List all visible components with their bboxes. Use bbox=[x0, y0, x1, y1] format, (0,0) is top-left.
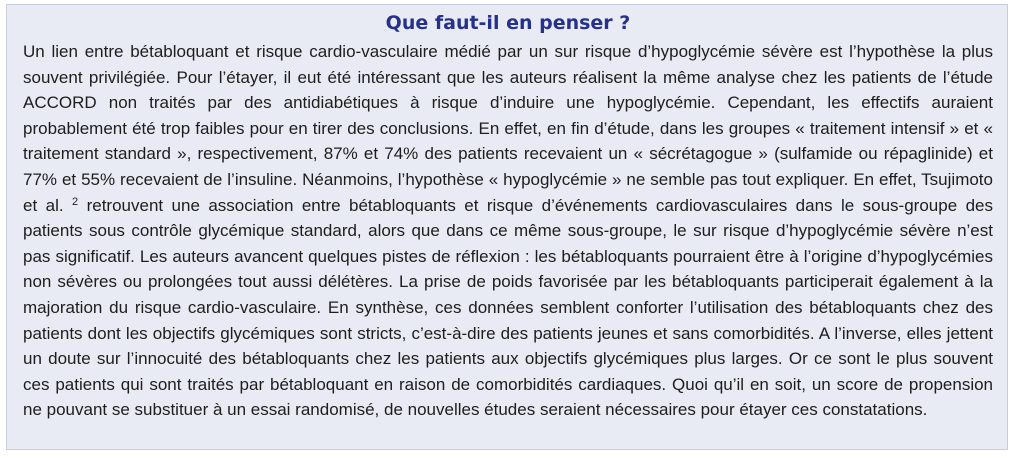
paragraph-text-part-1: Un lien entre bétabloquant et risque cardio-vasculaire médié par un sur risque d’hypoglycémie sévère est l’hypothèse la plus souvent privilégiée. Pour l’étayer, il eut été intéressant que les auteurs réalisent la même analyse chez les patients de l’étude ACCORD non traités par des antidiabétiques à risque d’induire une hypoglycémie. Cependant, les effectifs auraient probablement été trop faibles pour en tirer des conclusions. En effet, en fin d’étude, dans les groupes « traitement intensif » et « traitement standard », respectivement, 87% et 74% des patients recevaient un « sécrétagogue » (sulfamide ou répaglinide) et 77% et 55% recevaient de l’insuline. Néanmoins, l’hypothèse « hypoglycémie » ne semble pas tout expliquer. En effet, Tsujimoto et al. bbox=[23, 42, 993, 215]
reference-number: 2 bbox=[72, 195, 79, 208]
box-title: Que faut-il en penser ? bbox=[385, 12, 631, 34]
commentary-box bbox=[6, 4, 1008, 450]
box-paragraph bbox=[23, 39, 993, 423]
paragraph-text-part-2: retrouvent une association entre bétabloquants et risque d’événements cardiovasculaires dans le sous-groupe des patients sous contrôle glycémique standard, alors que dans ce même sous-groupe, le sur risque d’hypoglycémie sévère n’est pas significatif. Les auteurs avancent quelques pistes de réflexion : les bétabloquants pourraient être à l’origine d’hypoglycémies non sévères ou prolongées tout aussi délétères. La prise de poids favorisée par les bétabloquants participerait également à la majoration du risque cardio-vasculaire. En synthèse, ces données semblent conforter l’utilisation des bétabloquants chez des patients dont les objectifs glycémiques sont stricts, c’est-à-dire des patients jeunes et sans comorbidités. A l’inverse, elles jettent un doute sur l’innocuité des bétabloquants chez les patients aux objectifs glycémiques plus larges. Or ce sont le plus souvent ces patients qui sont traités par bétabloquant en raison de comorbidités cardiaques. Quoi qu’il en soit, un score de propension ne pouvant se substituer à un essai randomisé, de nouvelles études seraient nécessaires pour étayer ces constatations. bbox=[23, 195, 993, 420]
